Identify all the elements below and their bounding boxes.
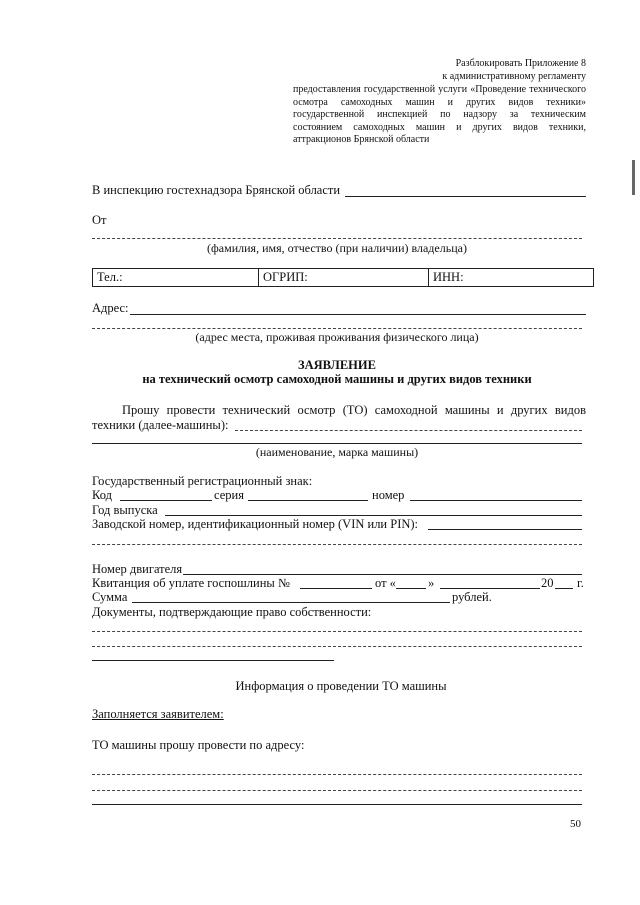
receipt-number-field[interactable] xyxy=(300,588,372,589)
docs-label: Документы, подтверждающие право собственности: xyxy=(92,605,372,619)
receipt-year-suffix: г. xyxy=(577,576,584,590)
vin-field[interactable] xyxy=(428,529,582,530)
receipt-label: Квитанция об уплате госпошлины № xyxy=(92,576,290,590)
address-field[interactable] xyxy=(130,314,586,315)
from-label: От xyxy=(92,213,107,227)
reg-code-label: Код xyxy=(92,488,112,502)
docs-field-3[interactable] xyxy=(92,660,334,661)
contacts-table xyxy=(92,268,594,287)
request-line-2: техники (далее-машины): xyxy=(92,418,229,432)
receipt-close-quote: » xyxy=(428,576,435,590)
address-label: Адрес: xyxy=(92,301,129,315)
receipt-day-field[interactable] xyxy=(396,588,426,589)
reg-number-field[interactable] xyxy=(410,500,582,501)
reg-heading: Государственный регистрационный знак: xyxy=(92,474,313,488)
to-address-field-2[interactable] xyxy=(92,790,582,791)
year-label: Год выпуска xyxy=(92,503,158,517)
year-field[interactable] xyxy=(165,515,582,516)
sum-field[interactable] xyxy=(132,602,450,603)
vin-label: Заводской номер, идентификационный номер (VIN или PIN): xyxy=(92,517,419,531)
sum-label: Сумма xyxy=(92,590,128,604)
filled-by-label: Заполняется заявителем: xyxy=(92,707,224,721)
page-edge-mark xyxy=(632,160,635,195)
ogrip-cell[interactable]: ОГРИП: xyxy=(259,269,429,286)
sum-currency: рублей. xyxy=(452,590,492,604)
reg-code-field[interactable] xyxy=(120,500,212,501)
to-inspection-field[interactable] xyxy=(345,196,586,197)
request-line-1: Прошу провести технический осмотр (ТО) самоходной машины и других видов xyxy=(122,403,586,417)
header-block: предоставления государственной услуги «Проведение технического осмотра самоходных машин и других видов техники» государственной инспекцией по надзору за техническим состоянием самоходных машин и других видов техники, аттракционов Брянской области xyxy=(293,84,586,145)
owner-caption: (фамилия, имя, отчество (при наличии) владельца) xyxy=(207,241,467,255)
reg-series-label: серия xyxy=(214,488,244,502)
receipt-from-label: от « xyxy=(375,576,396,590)
to-address-field-1[interactable] xyxy=(92,774,582,775)
header-line-1: Разблокировать Приложение 8 xyxy=(455,58,586,69)
receipt-year-field[interactable] xyxy=(555,588,573,589)
document-title: ЗАЯВЛЕНИЕ xyxy=(298,358,376,372)
machine-field-2[interactable] xyxy=(92,443,582,444)
engine-label: Номер двигателя xyxy=(92,562,183,576)
address-field-2[interactable] xyxy=(92,328,582,329)
docs-field-2[interactable] xyxy=(92,646,582,647)
address-caption: (адрес места, проживая проживания физического лица) xyxy=(195,330,479,344)
owner-name-field[interactable] xyxy=(92,238,582,239)
docs-field-1[interactable] xyxy=(92,631,582,632)
tel-cell[interactable]: Тел.: xyxy=(93,269,259,286)
header-line-2: к административному регламенту xyxy=(442,71,586,82)
reg-number-label: номер xyxy=(372,488,405,502)
engine-field[interactable] xyxy=(183,574,582,575)
machine-caption: (наименование, марка машины) xyxy=(255,445,419,459)
receipt-year-prefix: 20 xyxy=(541,576,554,590)
to-address-field-3[interactable] xyxy=(92,804,582,805)
page-number: 50 xyxy=(570,818,581,830)
machine-field[interactable] xyxy=(235,430,582,431)
document-subtitle: на технический осмотр самоходной машины и других видов техники xyxy=(142,372,532,386)
inn-cell[interactable]: ИНН: xyxy=(433,270,464,284)
to-address-label: ТО машины прошу провести по адресу: xyxy=(92,738,305,752)
reg-series-field[interactable] xyxy=(248,500,368,501)
receipt-month-field[interactable] xyxy=(440,588,540,589)
info-heading: Информация о проведении ТО машины xyxy=(235,679,447,693)
vin-field-2[interactable] xyxy=(92,544,582,545)
to-inspection-label: В инспекцию гостехнадзора Брянской области xyxy=(92,183,341,197)
